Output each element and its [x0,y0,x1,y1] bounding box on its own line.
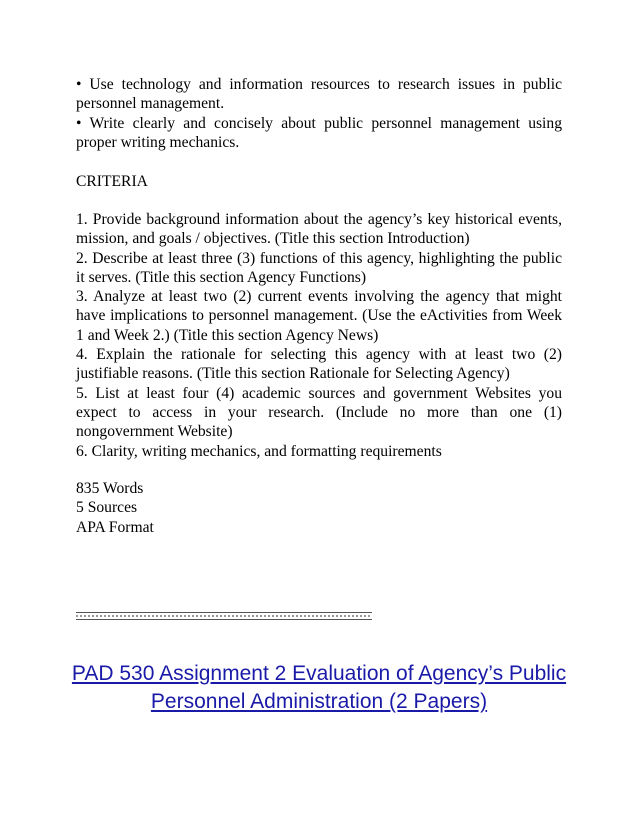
criteria-heading [76,172,562,191]
assignment-link[interactable]: PAD 530 Assignment 2 Evaluation of Agency’s Public Personnel Administration (2 Papers) [71,662,567,713]
requirements-summary [76,479,562,537]
criteria-heading-text: CRITERIA [76,173,148,190]
criteria-item: 2. Describe at least three (3) functions of this agency, highlighting the public it serves. (Title this section Agency Functions) [76,249,562,286]
word-count: 835 Words [76,480,144,497]
section-divider [76,612,372,620]
criteria-item: 1. Provide background information about the agency’s key historical events, mission, and goals / objectives. (Title this section Introduction) [76,211,562,248]
criteria-item: 4. Explain the rationale for selecting this agency with at least two (2) justifiable reasons. (Title this section Rationale for Selecting Agency) [76,346,562,383]
goal-item: • Write clearly and concisely about public personnel management using proper writing mechanics. [76,114,562,151]
criteria-list [76,210,562,461]
learning-goals [76,75,562,152]
goal-item: • Use technology and information resources to research issues in public personnel management. [76,76,562,113]
criteria-item: 6. Clarity, writing mechanics, and formatting requirements [76,442,442,460]
criteria-item: 3. Analyze at least two (2) current events involving the agency that might have implications to personnel management. (Use the eActivities from Week 1 and Week 2.) (Title this section Agency News) [76,288,562,344]
format-requirement: APA Format [76,518,154,536]
source-count: 5 Sources [76,499,138,517]
criteria-item: 5. List at least four (4) academic sources and government Websites you expect to access in your research. (Include no more than one (1) nongovernment Website) [76,384,562,441]
